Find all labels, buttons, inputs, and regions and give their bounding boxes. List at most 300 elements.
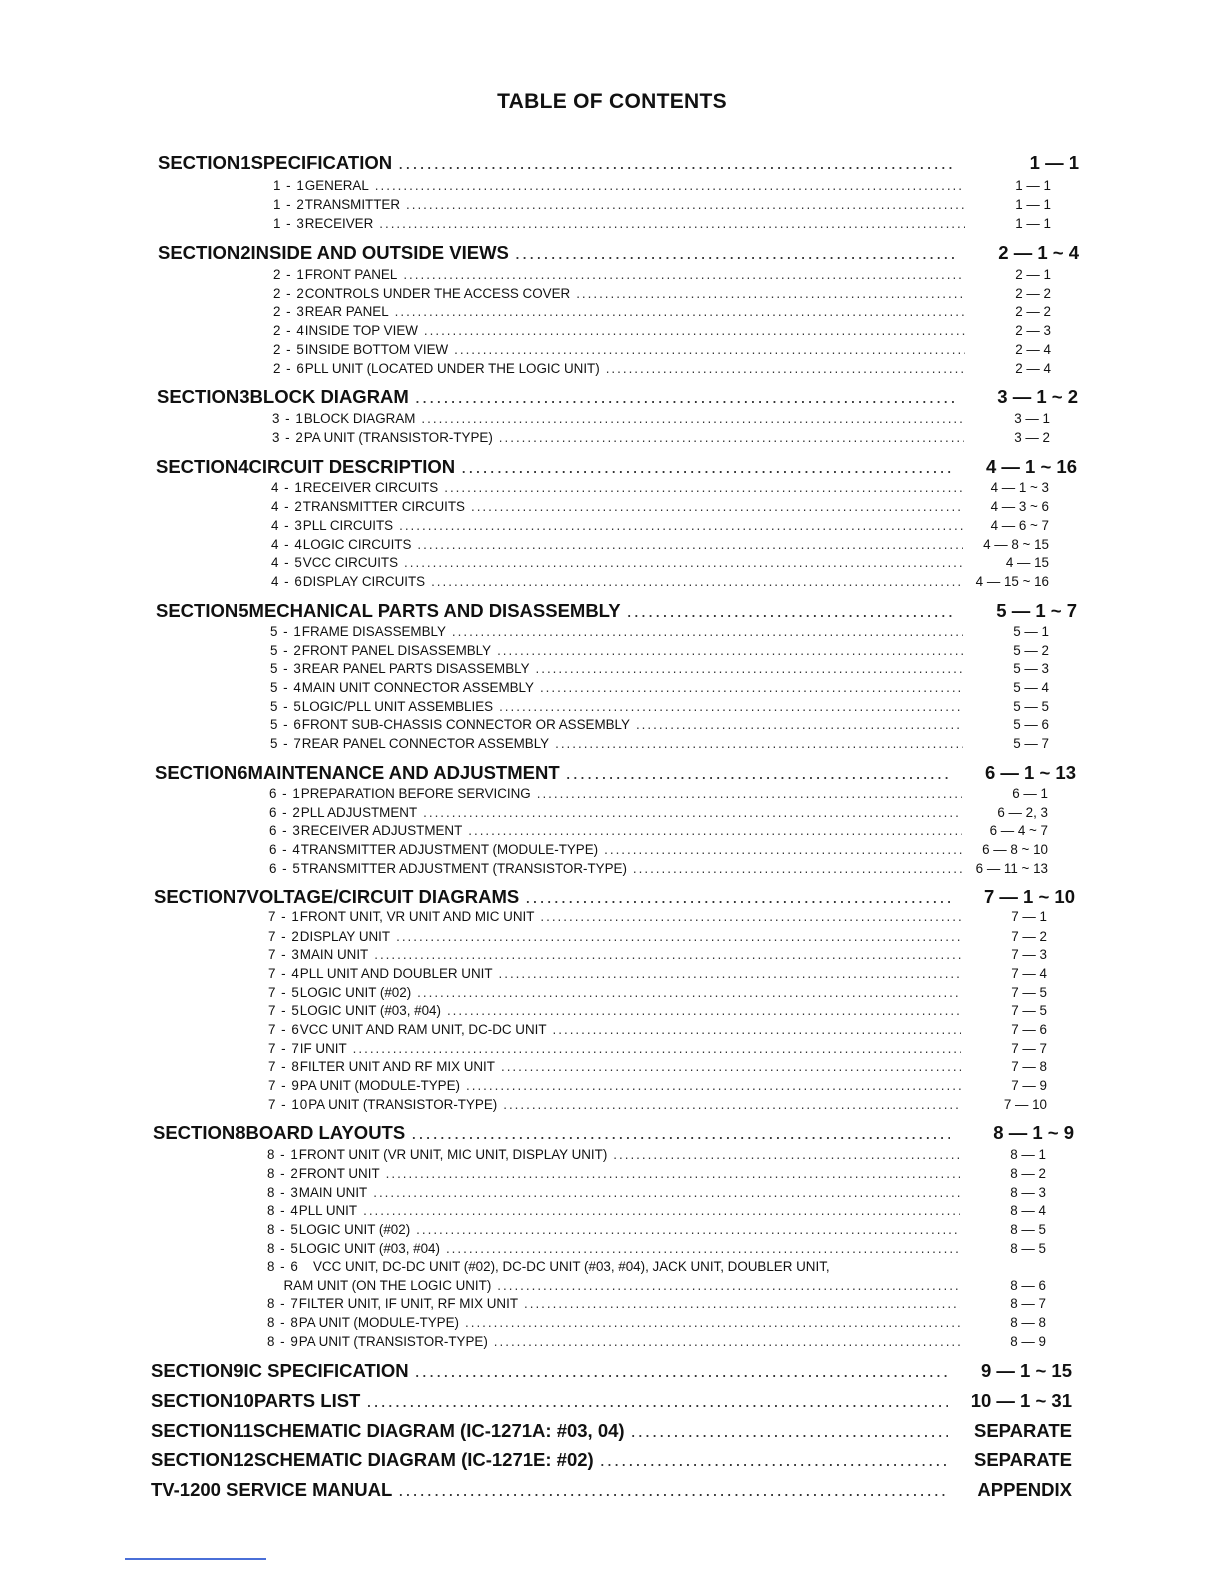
- section-pages: 8 — 1 ~ 9: [993, 1122, 1074, 1143]
- dot-leader: [540, 680, 963, 695]
- subsection-title: FILTER UNIT, IF UNIT, RF MIX UNIT: [298, 1296, 519, 1311]
- dot-leader: [471, 499, 963, 514]
- subsection-pages: 1 — 1: [1015, 197, 1051, 212]
- subsection-row[interactable]: [267, 1222, 1046, 1240]
- section-word: SECTION: [156, 600, 239, 621]
- section-row-1[interactable]: [158, 152, 1079, 176]
- subsection-row[interactable]: [272, 430, 1050, 448]
- subsection-pages: 7 — 1: [1011, 909, 1047, 924]
- subsection-pages: 2 — 2: [1015, 286, 1051, 301]
- subsection-number: 3 - 1: [272, 411, 304, 426]
- section-number: 10: [233, 1390, 254, 1411]
- dot-leader: [446, 1241, 960, 1256]
- subsection-pages: 8 — 4: [1010, 1203, 1046, 1218]
- subsection-title: FRONT PANEL: [304, 267, 398, 282]
- subsection-title: FRONT PANEL DISASSEMBLY: [301, 643, 492, 658]
- subsection-number: 2 - 2: [273, 286, 305, 301]
- subsection-pages: 7 — 5: [1011, 985, 1047, 1000]
- dot-leader: [497, 1278, 960, 1293]
- subsection-pages: 7 — 10: [1003, 1097, 1047, 1112]
- subsection-row[interactable]: [267, 1147, 1046, 1165]
- subsection-row[interactable]: [271, 518, 1049, 536]
- dot-leader: [431, 574, 963, 589]
- subsection-pages: 4 — 1 ~ 3: [990, 480, 1049, 495]
- subsection-number: 5 - 2: [270, 643, 302, 658]
- subsection-row[interactable]: [271, 574, 1049, 592]
- dot-leader: [600, 1449, 948, 1471]
- subsection-title: INSIDE BOTTOM VIEW: [304, 342, 449, 357]
- subsection-number: 2 - 4: [273, 323, 305, 338]
- subsection-pages: 2 — 1: [1015, 267, 1051, 282]
- section-row-5[interactable]: [156, 600, 1077, 624]
- dot-leader: [494, 1334, 960, 1349]
- underline-mark: [125, 1558, 266, 1560]
- subsection-row[interactable]: [267, 1315, 1046, 1333]
- subsection-title: LOGIC UNIT (#03, #04): [298, 1241, 440, 1256]
- subsection-row[interactable]: [268, 985, 1047, 1003]
- subsection-title: VCC CIRCUITS: [302, 555, 399, 570]
- dot-leader: [386, 1166, 960, 1181]
- subsection-number: 8 - 2: [267, 1166, 299, 1181]
- subsection-pages: 7 — 3: [1011, 947, 1047, 962]
- subsection-number: 4 - 5: [271, 555, 303, 570]
- subsection-row-first-line: [267, 1259, 830, 1274]
- subsection-pages: 2 — 3: [1015, 323, 1051, 338]
- subsection-pages: 8 — 1: [1010, 1147, 1046, 1162]
- dot-leader: [379, 216, 965, 231]
- dot-leader: [604, 842, 962, 857]
- subsection-title: TRANSMITTER ADJUSTMENT (TRANSISTOR-TYPE): [300, 861, 627, 876]
- dot-leader: [399, 518, 963, 533]
- section-number: 11: [233, 1420, 253, 1441]
- section-word: SECTION: [151, 1420, 234, 1441]
- subsection-pages: 6 — 1: [1012, 786, 1048, 801]
- subsection-pages: 8 — 7: [1010, 1296, 1046, 1311]
- dot-leader: [566, 762, 952, 784]
- subsection-number: 1 - 3: [273, 216, 305, 231]
- subsection-pages: 8 — 2: [1010, 1166, 1046, 1181]
- section-pages: 5 — 1 ~ 7: [996, 600, 1077, 621]
- dot-leader: [447, 1003, 961, 1018]
- section-title: MECHANICAL PARTS AND DISASSEMBLY: [248, 600, 621, 621]
- subsection-pages: 4 — 3 ~ 6: [990, 499, 1049, 514]
- subsection-number: 3 - 2: [272, 430, 304, 445]
- section-pages: 3 — 1 ~ 2: [997, 386, 1078, 407]
- section-row-4[interactable]: [156, 456, 1077, 480]
- subsection-number: 7 - 9: [268, 1078, 300, 1093]
- subsection-row[interactable]: [269, 805, 1048, 823]
- dot-leader: [423, 805, 962, 820]
- dot-leader: [398, 152, 955, 174]
- dot-leader: [468, 823, 962, 838]
- subsection-pages: 5 — 5: [1013, 699, 1049, 714]
- dot-leader: [421, 411, 964, 426]
- dot-leader: [465, 1315, 960, 1330]
- subsection-number: 1 - 1: [273, 178, 305, 193]
- subsection-row[interactable]: [268, 929, 1047, 947]
- subsection-number: 6 - 2: [269, 805, 301, 820]
- subsection-row[interactable]: [273, 178, 1051, 196]
- dot-leader: [536, 661, 963, 676]
- subsection-title: PA UNIT (TRANSISTOR-TYPE): [298, 1334, 488, 1349]
- subsection-number: 7 - 5: [268, 1003, 300, 1018]
- section-number: 3: [239, 386, 250, 407]
- subsection-pages: 2 — 4: [1015, 361, 1051, 376]
- subsection-pages: 5 — 6: [1013, 717, 1049, 732]
- section-title: PARTS LIST: [253, 1390, 361, 1411]
- dot-leader: [576, 286, 965, 301]
- subsection-row[interactable]: [268, 1097, 1047, 1115]
- section-row-6[interactable]: [155, 762, 1076, 786]
- subsection-title: BLOCK DIAGRAM: [303, 411, 416, 426]
- section-word: SECTION: [153, 1122, 236, 1143]
- subsection-title: REAR PANEL PARTS DISASSEMBLY: [301, 661, 530, 676]
- subsection-row[interactable]: [268, 1022, 1047, 1040]
- subsection-row[interactable]: [267, 1203, 1046, 1221]
- dot-leader: [540, 909, 961, 924]
- subsection-number: 5 - 7: [270, 736, 302, 751]
- subsection-number: 7 - 6: [268, 1022, 300, 1037]
- section-row-7[interactable]: [154, 886, 1075, 910]
- section-title: INSIDE AND OUTSIDE VIEWS: [250, 242, 509, 263]
- subsection-row[interactable]: [267, 1185, 1046, 1203]
- subsection-row[interactable]: [270, 717, 1049, 735]
- subsection-number: 8 - 9: [267, 1334, 299, 1349]
- subsection-number: 7 - 2: [268, 929, 300, 944]
- dot-leader: [406, 197, 965, 212]
- subsection-title: PLL UNIT AND DOUBLER UNIT: [299, 966, 493, 981]
- section-number: 9: [233, 1360, 244, 1381]
- subsection-number: 7 - 8: [268, 1059, 300, 1074]
- subsection-row[interactable]: [267, 1278, 1046, 1296]
- section-title: SCHEMATIC DIAGRAM (IC-1271E: #02): [253, 1449, 594, 1470]
- subsection-pages: 8 — 9: [1010, 1334, 1046, 1349]
- subsection-title: LOGIC UNIT (#03, #04): [299, 1003, 441, 1018]
- subsection-number: 2 - 6: [273, 361, 305, 376]
- subsection-row[interactable]: [271, 537, 1049, 555]
- subsection-row[interactable]: [273, 323, 1051, 341]
- subsection-title: REAR PANEL: [304, 304, 389, 319]
- dot-leader: [454, 342, 965, 357]
- subsection-row[interactable]: [268, 1078, 1047, 1096]
- subsection-title: TRANSMITTER ADJUSTMENT (MODULE-TYPE): [300, 842, 599, 857]
- subsection-title: FRONT UNIT, VR UNIT AND MIC UNIT: [299, 909, 535, 924]
- section-word: SECTION: [151, 1360, 234, 1381]
- dot-leader: [374, 947, 961, 962]
- section-word: SECTION: [151, 1449, 234, 1470]
- subsection-row[interactable]: [268, 966, 1047, 984]
- subsection-row[interactable]: [272, 411, 1050, 429]
- subsection-title: LOGIC CIRCUITS: [302, 537, 412, 552]
- section-title: BOARD LAYOUTS: [245, 1122, 406, 1143]
- dot-leader: [375, 178, 965, 193]
- section-number: 7: [236, 886, 247, 907]
- section-word: SECTION: [156, 456, 239, 477]
- section-word: SECTION: [158, 152, 241, 173]
- page-title: TABLE OF CONTENTS: [497, 90, 727, 113]
- subsection-number: 7 - 1: [268, 909, 300, 924]
- dot-leader: [537, 786, 962, 801]
- dot-leader: [525, 886, 951, 908]
- subsection-number: 6 - 5: [269, 861, 301, 876]
- section-word: SECTION: [155, 762, 238, 783]
- subsection-row[interactable]: [270, 680, 1049, 698]
- subsection-number: 5 - 4: [270, 680, 302, 695]
- dot-leader: [606, 361, 965, 376]
- subsection-pages: 4 — 15 ~ 16: [975, 574, 1049, 589]
- subsection-title: FRONT SUB-CHASSIS CONNECTOR OR ASSEMBLY: [301, 717, 630, 732]
- subsection-row[interactable]: [268, 1059, 1047, 1077]
- subsection-row[interactable]: [268, 1041, 1047, 1059]
- subsection-pages: 6 — 11 ~ 13: [975, 861, 1048, 876]
- dot-leader: [415, 386, 954, 408]
- dot-leader: [396, 929, 961, 944]
- subsection-pages: 8 — 5: [1010, 1222, 1046, 1237]
- subsection-pages: 2 — 4: [1015, 342, 1051, 357]
- subsection-row[interactable]: [270, 736, 1049, 754]
- subsection-row[interactable]: [271, 499, 1049, 517]
- subsection-pages: 7 — 5: [1011, 1003, 1047, 1018]
- section-pages: SEPARATE: [974, 1449, 1072, 1470]
- subsection-number: 6 - 3: [269, 823, 301, 838]
- section-number: 6: [237, 762, 248, 783]
- subsection-title: MAIN UNIT: [299, 947, 369, 962]
- subsection-row[interactable]: [269, 823, 1048, 841]
- section-number: 5: [238, 600, 249, 621]
- subsection-title: RAM UNIT (ON THE LOGIC UNIT): [283, 1278, 492, 1293]
- subsection-title: FILTER UNIT AND RF MIX UNIT: [299, 1059, 495, 1074]
- subsection-number: 7 - 4: [268, 966, 300, 981]
- subsection-title: MAIN UNIT: [298, 1185, 368, 1200]
- subsection-row[interactable]: [268, 947, 1047, 965]
- subsection-pages: 1 — 1: [1015, 178, 1051, 193]
- dot-leader: [503, 1097, 961, 1112]
- subsection-row[interactable]: [273, 304, 1051, 322]
- subsection-pages: 7 — 4: [1011, 966, 1047, 981]
- dot-leader: [553, 1022, 961, 1037]
- dot-leader: [416, 1222, 960, 1237]
- dot-leader: [366, 1390, 948, 1412]
- subsection-number: 8 - 5: [267, 1222, 299, 1237]
- dot-leader: [444, 480, 963, 495]
- subsection-pages: 8 — 3: [1010, 1185, 1046, 1200]
- subsection-pages: 3 — 2: [1014, 430, 1050, 445]
- section-title: IC SPECIFICATION: [243, 1360, 409, 1381]
- section-pages: 1 — 1: [1029, 152, 1079, 173]
- section-row-3[interactable]: [157, 386, 1078, 410]
- subsection-pages: 8 — 6: [1010, 1278, 1046, 1293]
- subsection-pages: 2 — 2: [1015, 304, 1051, 319]
- section-title: VOLTAGE/CIRCUIT DIAGRAMS: [246, 886, 520, 907]
- subsection-number: 2 - 1: [273, 267, 305, 282]
- subsection-title: FRAME DISASSEMBLY: [301, 624, 446, 639]
- subsection-title: GENERAL: [304, 178, 369, 193]
- dot-leader: [395, 304, 965, 319]
- subsection-row[interactable]: [267, 1241, 1046, 1259]
- subsection-title: RECEIVER CIRCUITS: [302, 480, 439, 495]
- subsection-number: 6 - 1: [269, 786, 301, 801]
- section-row-12[interactable]: [151, 1449, 1072, 1473]
- subsection-row[interactable]: [273, 361, 1051, 379]
- subsection-number: 2 - 5: [273, 342, 305, 357]
- subsection-row[interactable]: [273, 197, 1051, 215]
- section-pages: 7 — 1 ~ 10: [983, 886, 1075, 907]
- subsection-pages: 5 — 4: [1013, 680, 1049, 695]
- subsection-row[interactable]: [267, 1296, 1046, 1314]
- subsection-title: RECEIVER ADJUSTMENT: [300, 823, 463, 838]
- subsection-row[interactable]: [269, 842, 1048, 860]
- subsection-number: 5 - 6: [270, 717, 302, 732]
- subsection-title: FRONT UNIT (VR UNIT, MIC UNIT, DISPLAY UNIT): [298, 1147, 608, 1162]
- section-number: 1: [240, 152, 251, 173]
- subsection-row[interactable]: [267, 1334, 1046, 1352]
- dot-leader: [627, 600, 953, 622]
- section-title: BLOCK DIAGRAM: [249, 386, 409, 407]
- subsection-pages: 6 — 8 ~ 10: [982, 842, 1048, 857]
- subsection-title: RECEIVER: [304, 216, 374, 231]
- dot-leader: [499, 966, 961, 981]
- dot-leader: [353, 1041, 961, 1056]
- section-row-10[interactable]: [151, 1390, 1072, 1414]
- subsection-number: 5 - 3: [270, 661, 302, 676]
- subsection-number: 7 - 3: [268, 947, 300, 962]
- subsection-row[interactable]: [273, 216, 1051, 234]
- subsection-title: PA UNIT (TRANSISTOR-TYPE): [303, 430, 493, 445]
- subsection-row[interactable]: [270, 699, 1049, 717]
- subsection-title: PLL ADJUSTMENT: [300, 805, 418, 820]
- section-title: MAINTENANCE AND ADJUSTMENT: [247, 762, 560, 783]
- subsection-number: 5 - 1: [270, 624, 302, 639]
- section-row-2[interactable]: [158, 242, 1079, 266]
- section-number: 8: [235, 1122, 246, 1143]
- subsection-pages: 4 — 6 ~ 7: [990, 518, 1049, 533]
- dot-leader: [373, 1185, 960, 1200]
- subsection-number: 8 - 5: [267, 1241, 299, 1256]
- subsection-pages: 6 — 2, 3: [997, 805, 1048, 820]
- subsection-pages: 4 — 8 ~ 15: [983, 537, 1049, 552]
- subsection-title: CONTROLS UNDER THE ACCESS COVER: [304, 286, 571, 301]
- subsection-pages: 7 — 7: [1011, 1041, 1047, 1056]
- dot-leader: [636, 717, 963, 732]
- subsection-number: 5 - 5: [270, 699, 302, 714]
- subsection-number: 8 - 7: [267, 1296, 299, 1311]
- section-title: SPECIFICATION: [250, 152, 393, 173]
- subsection-number: 8 - 3: [267, 1185, 299, 1200]
- subsection-title: PLL CIRCUITS: [302, 518, 394, 533]
- subsection-row[interactable]: [271, 555, 1049, 573]
- subsection-pages: 8 — 5: [1010, 1241, 1046, 1256]
- subsection-pages: 5 — 2: [1013, 643, 1049, 658]
- subsection-title: TRANSMITTER: [304, 197, 401, 212]
- section-pages: 2 — 1 ~ 4: [998, 242, 1079, 263]
- dot-leader: [398, 1479, 948, 1501]
- dot-leader: [633, 861, 962, 876]
- section-pages: 10 — 1 ~ 31: [970, 1390, 1072, 1411]
- section-word: SECTION: [151, 1390, 234, 1411]
- subsection-pages: 4 — 15: [1005, 555, 1049, 570]
- subsection-title: PLL UNIT: [298, 1203, 358, 1218]
- section-pages: 9 — 1 ~ 15: [980, 1360, 1072, 1381]
- appendix-row[interactable]: [151, 1479, 1072, 1503]
- subsection-title: TRANSMITTER CIRCUITS: [302, 499, 465, 514]
- subsection-row[interactable]: [273, 342, 1051, 360]
- subsection-title: PLL UNIT (LOCATED UNDER THE LOGIC UNIT): [304, 361, 600, 376]
- subsection-title: DISPLAY UNIT: [299, 929, 391, 944]
- subsection-number: 7 - 10: [268, 1097, 309, 1112]
- dot-leader: [424, 323, 965, 338]
- dot-leader: [417, 985, 961, 1000]
- subsection-row[interactable]: [267, 1166, 1046, 1184]
- section-number: 2: [240, 242, 251, 263]
- subsection-number: 4 - 1: [271, 480, 303, 495]
- dot-leader: [524, 1296, 960, 1311]
- dot-leader: [515, 242, 955, 264]
- appendix-pages: APPENDIX: [977, 1479, 1072, 1500]
- subsection-number: 4 - 2: [271, 499, 303, 514]
- subsection-row[interactable]: [269, 861, 1048, 879]
- subsection-pages: 1 — 1: [1015, 216, 1051, 231]
- subsection-title: LOGIC/PLL UNIT ASSEMBLIES: [301, 699, 494, 714]
- subsection-number: 8 - 4: [267, 1203, 299, 1218]
- subsection-title: INSIDE TOP VIEW: [304, 323, 418, 338]
- subsection-row[interactable]: [273, 267, 1051, 285]
- subsection-row[interactable]: [270, 643, 1049, 661]
- subsection-row[interactable]: [270, 661, 1049, 679]
- subsection-number: 1 - 2: [273, 197, 305, 212]
- subsection-row[interactable]: [271, 480, 1049, 498]
- subsection-title: DISPLAY CIRCUITS: [302, 574, 426, 589]
- section-title: SCHEMATIC DIAGRAM (IC-1271A: #03, 04): [252, 1420, 625, 1441]
- subsection-row[interactable]: [270, 624, 1049, 642]
- subsection-pages: 5 — 1: [1013, 624, 1049, 639]
- subsection-title: PREPARATION BEFORE SERVICING: [300, 786, 531, 801]
- dot-leader: [466, 1078, 961, 1093]
- subsection-number: 7 - 5: [268, 985, 300, 1000]
- dot-leader: [631, 1420, 948, 1442]
- subsection-row[interactable]: [268, 909, 1047, 927]
- section-row-8[interactable]: [153, 1122, 1074, 1146]
- dot-leader: [415, 1360, 948, 1382]
- section-row-9[interactable]: [151, 1360, 1072, 1384]
- section-pages: 6 — 1 ~ 13: [984, 762, 1076, 783]
- subsection-pages: 5 — 7: [1013, 736, 1049, 751]
- subsection-row[interactable]: [269, 786, 1048, 804]
- dot-leader: [417, 537, 963, 552]
- dot-leader: [403, 267, 965, 282]
- subsection-number: 6 - 4: [269, 842, 301, 857]
- section-pages: SEPARATE: [974, 1420, 1072, 1441]
- section-row-11[interactable]: [151, 1420, 1072, 1444]
- subsection-row[interactable]: [273, 286, 1051, 304]
- subsection-title: FRONT UNIT: [298, 1166, 380, 1181]
- subsection-row[interactable]: [268, 1003, 1047, 1021]
- subsection-title: MAIN UNIT CONNECTOR ASSEMBLY: [301, 680, 534, 695]
- dot-leader: [452, 624, 963, 639]
- dot-leader: [461, 456, 953, 478]
- dot-leader: [363, 1203, 960, 1218]
- subsection-title: REAR PANEL CONNECTOR ASSEMBLY: [301, 736, 550, 751]
- dot-leader: [411, 1122, 950, 1144]
- subsection-number: 2 - 3: [273, 304, 305, 319]
- dot-leader: [404, 555, 963, 570]
- subsection-title: PA UNIT (MODULE-TYPE): [299, 1078, 461, 1093]
- section-pages: 4 — 1 ~ 16: [985, 456, 1077, 477]
- section-number: 4: [238, 456, 249, 477]
- subsection-title: PA UNIT (MODULE-TYPE): [298, 1315, 460, 1330]
- subsection-number: 8 - 6: [267, 1259, 299, 1274]
- subsection-title: IF UNIT: [299, 1041, 347, 1056]
- dot-leader: [499, 699, 963, 714]
